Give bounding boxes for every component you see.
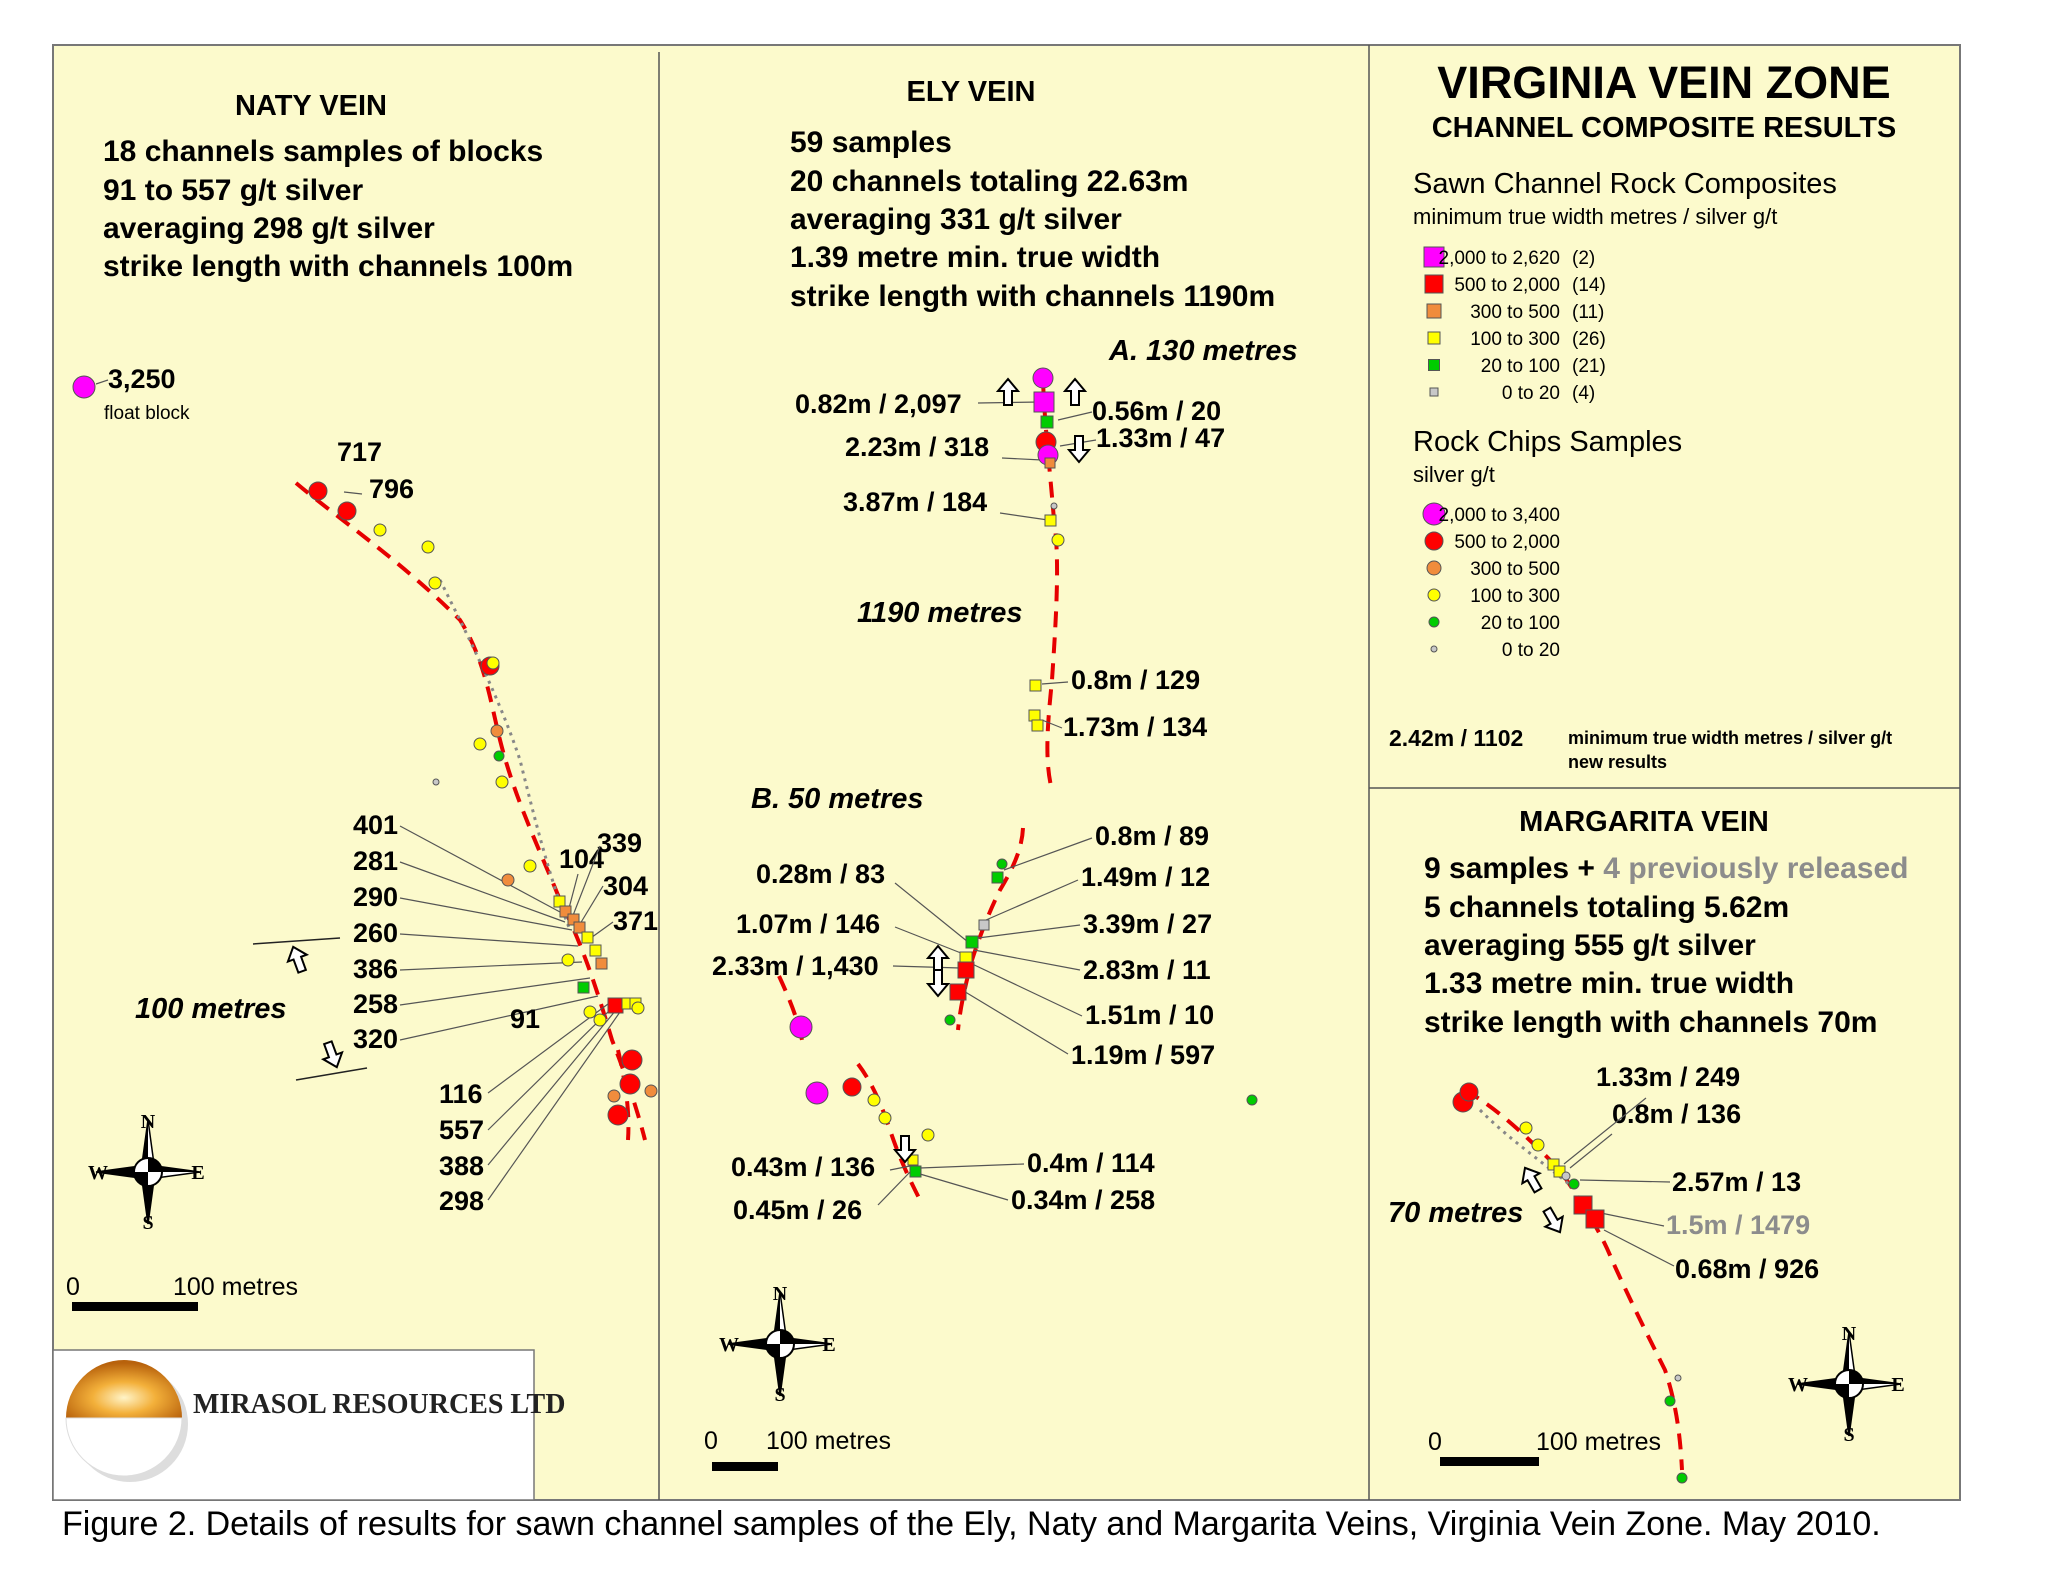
chips-legend-heading: Rock Chips Samples: [1413, 426, 1683, 458]
legend-chip-range: 100 to 300: [1470, 586, 1560, 607]
naty-sample-label: 339: [597, 828, 643, 858]
compass-n: N: [1841, 1323, 1857, 1345]
channel-legend-heading: Sawn Channel Rock Composites: [1413, 168, 1837, 200]
rock-chip-sample: [1460, 1083, 1478, 1101]
legend-channel-swatch: [1427, 304, 1441, 318]
ely-sample-label: 0.43m / 136: [731, 1152, 876, 1182]
margarita-previous-text: 4 previously released: [1603, 852, 1909, 885]
example-result-label: 2.42m / 1102: [1389, 725, 1524, 751]
margarita-summary-line-1: [1424, 852, 1908, 885]
naty-sample-label: 386: [353, 954, 399, 984]
channel-sample: [1032, 720, 1043, 731]
margarita-scale-label: 100 metres: [1536, 1428, 1662, 1456]
float-block-sample: [73, 376, 95, 398]
legend-channel-range: 2,000 to 2,620: [1438, 248, 1560, 269]
rock-chip-sample: [338, 502, 356, 520]
ely-sample-label: 0.4m / 114: [1027, 1148, 1155, 1178]
legend-chip-swatch: [1431, 646, 1437, 652]
rock-chip-sample: [584, 1006, 596, 1018]
channel-sample: [1041, 416, 1053, 428]
naty-sample-label: 388: [439, 1151, 485, 1181]
rock-chip-sample: [1052, 534, 1064, 546]
rock-chip-sample: [1520, 1122, 1532, 1134]
legend-channel-range: 0 to 20: [1501, 383, 1560, 404]
channel-sample: [958, 962, 974, 978]
legend-channel-range: 20 to 100: [1480, 356, 1560, 377]
ely-sample-label: 0.8m / 89: [1095, 821, 1210, 851]
margarita-summary-line: averaging 555 g/t silver: [1424, 929, 1756, 962]
rock-chip-sample: [1562, 1172, 1570, 1180]
company-name: MIRASOL RESOURCES LTD: [193, 1389, 566, 1420]
rock-chip-sample: [879, 1112, 891, 1124]
naty-sample-label: 304: [603, 871, 649, 901]
rock-chip-sample: [562, 954, 574, 966]
legend-channel-range: 300 to 500: [1470, 302, 1560, 323]
rock-chip-sample: [622, 1050, 642, 1070]
rock-chip-sample: [309, 482, 327, 500]
margarita-summary-line: strike length with channels 70m: [1424, 1006, 1878, 1039]
rock-chip-sample: [502, 874, 514, 886]
naty-sample-label: 258: [353, 989, 399, 1019]
channel-sample: [608, 998, 623, 1013]
legend-chip-swatch: [1425, 532, 1443, 550]
legend-chip-range: 20 to 100: [1480, 613, 1560, 634]
rock-chip-sample: [1569, 1179, 1579, 1189]
ely-sample-label: 0.82m / 2,097: [795, 389, 962, 419]
rock-chip-sample: [1051, 503, 1057, 509]
rock-chip-sample: [429, 577, 441, 589]
ely-sample-label: 1.49m / 12: [1081, 862, 1211, 892]
naty-sample-label: 371: [613, 906, 659, 936]
legend-chip-swatch: [1429, 617, 1439, 627]
legend-chip-range: 300 to 500: [1470, 559, 1560, 580]
rock-chip-sample: [608, 1105, 628, 1125]
naty-sample-label: 281: [353, 846, 399, 876]
margarita-sample-label: 2.57m / 13: [1672, 1167, 1802, 1197]
legend-title: VIRGINIA VEIN ZONE: [1437, 57, 1891, 108]
ely-sample-label: 1.19m / 597: [1071, 1040, 1216, 1070]
ely-sample-label: 2.23m / 318: [845, 432, 990, 462]
compass-n: N: [140, 1111, 156, 1133]
naty-sample-label: 290: [353, 882, 399, 912]
legend-channel-count: (26): [1572, 329, 1606, 350]
naty-scale-label: 100 metres: [173, 1273, 299, 1301]
ely-sample-label: 3.87m / 184: [843, 487, 988, 517]
ely-sample-label: 3.39m / 27: [1083, 909, 1213, 939]
channel-sample: [1029, 710, 1040, 721]
legend-channel-count: (14): [1572, 275, 1606, 296]
channel-sample: [992, 872, 1003, 883]
legend-channel-count: (21): [1572, 356, 1606, 377]
channel-sample: [950, 984, 966, 1000]
rock-chip-sample: [645, 1085, 657, 1097]
legend-channel-range: 500 to 2,000: [1454, 275, 1560, 296]
rock-chip-sample: [1247, 1095, 1257, 1105]
compass-n: N: [772, 1283, 788, 1305]
ely-section-a: A. 130 metres: [1109, 335, 1298, 367]
channel-sample: [1586, 1210, 1604, 1228]
rock-chip-sample: [594, 1014, 606, 1026]
channel-sample: [1034, 392, 1054, 412]
naty-sample-label: 116: [439, 1079, 483, 1109]
channel-sample: [596, 958, 607, 969]
rock-chip-sample: [374, 524, 386, 536]
naty-scale-zero: 0: [66, 1273, 80, 1301]
channel-sample: [966, 936, 978, 948]
legend-chip-swatch: [1428, 589, 1440, 601]
rock-chip-sample: [620, 1074, 640, 1094]
naty-sample-label: 104: [559, 844, 605, 874]
rock-chip-sample: [868, 1094, 880, 1106]
channel-sample: [1045, 458, 1055, 468]
ely-sample-label: 2.83m / 11: [1083, 955, 1211, 985]
ely-title: ELY VEIN: [906, 76, 1036, 108]
naty-sample-label: 91: [510, 1004, 541, 1034]
naty-summary-line: 18 channels samples of blocks: [103, 135, 544, 168]
naty-summary-line: strike length with channels 100m: [103, 250, 574, 283]
ely-sample-label: 1.33m / 47: [1096, 423, 1226, 453]
ely-scale-label: 100 metres: [766, 1427, 892, 1455]
rock-chip-sample: [843, 1078, 861, 1096]
margarita-sample-label: 1.33m / 249: [1596, 1062, 1741, 1092]
legend-channel-count: (11): [1572, 302, 1605, 323]
margarita-title: MARGARITA VEIN: [1519, 806, 1769, 838]
naty-sample-label: 298: [439, 1186, 485, 1216]
rock-chip-sample: [806, 1082, 828, 1104]
ely-sample-label: 0.34m / 258: [1011, 1185, 1156, 1215]
naty-sample-label: 260: [353, 918, 399, 948]
rock-chip-sample: [491, 725, 503, 737]
ely-sample-label: 0.56m / 20: [1092, 396, 1222, 426]
channel-sample: [1045, 515, 1056, 526]
compass-e: E: [822, 1334, 836, 1356]
rock-chip-sample: [790, 1016, 812, 1038]
channel-sample: [578, 982, 589, 993]
margarita-scale-zero: 0: [1428, 1428, 1442, 1456]
margarita-sample-label-previous: 1.5m / 1479: [1666, 1210, 1811, 1240]
margarita-samples-text: 9 samples +: [1424, 852, 1604, 885]
naty-distance-label: 100 metres: [135, 993, 287, 1025]
figure-caption: Figure 2. Details of results for sawn channel samples of the Ely, Naty and Margarita Veins, Virginia Vein Zone. May 2010.: [62, 1505, 1881, 1543]
chips-legend-subheading: silver g/t: [1413, 462, 1495, 487]
rock-chip-sample: [632, 1002, 644, 1014]
rock-chip-sample: [1675, 1375, 1681, 1381]
channel-sample: [979, 920, 989, 930]
rock-chip-sample: [1532, 1139, 1544, 1151]
ely-summary-line: 59 samples: [790, 126, 952, 159]
ely-section-b: B. 50 metres: [751, 783, 924, 815]
legend-chip-range: 500 to 2,000: [1454, 532, 1560, 553]
rock-chip-sample: [997, 859, 1007, 869]
rock-chip-sample: [433, 779, 439, 785]
naty-scale-bar: [72, 1302, 198, 1311]
naty-sample-label: 557: [439, 1115, 485, 1145]
ely-sample-label: 0.28m / 83: [756, 859, 886, 889]
rock-chip-sample: [422, 541, 434, 553]
ely-sample-label: 1.07m / 146: [736, 909, 881, 939]
compass-s: S: [142, 1212, 154, 1234]
ely-sample-label: 1.73m / 134: [1063, 712, 1208, 742]
example-result-new: new results: [1568, 752, 1668, 772]
margarita-scale-bar: [1440, 1457, 1539, 1466]
compass-e: E: [191, 1162, 205, 1184]
compass-w: W: [719, 1334, 739, 1356]
legend-channel-swatch: [1429, 360, 1440, 371]
ely-scale-zero: 0: [704, 1427, 718, 1455]
margarita-summary-line: 5 channels totaling 5.62m: [1424, 891, 1790, 924]
ely-summary-line: strike length with channels 1190m: [790, 280, 1276, 313]
legend-chip-range: 0 to 20: [1501, 640, 1560, 661]
rock-chip-sample: [474, 738, 486, 750]
ely-sample-label: 1.51m / 10: [1085, 1000, 1215, 1030]
rock-chip-sample: [945, 1015, 955, 1025]
margarita-distance-label: 70 metres: [1388, 1197, 1524, 1229]
legend-channel-count: (4): [1572, 383, 1596, 404]
ely-distance-label: 1190 metres: [857, 597, 1023, 629]
compass-e: E: [1891, 1374, 1905, 1396]
channel-sample: [590, 945, 601, 956]
example-result-desc: minimum true width metres / silver g/t: [1568, 728, 1893, 748]
ely-scale-bar: [712, 1462, 778, 1471]
rock-chip-sample: [524, 860, 536, 872]
legend-channel-swatch: [1430, 388, 1438, 396]
rock-chip-sample: [1033, 368, 1053, 388]
legend-channel-range: 100 to 300: [1470, 329, 1560, 350]
ely-summary-line: averaging 331 g/t silver: [790, 203, 1122, 236]
margarita-sample-label: 0.8m / 136: [1612, 1099, 1742, 1129]
naty-sample-label: 717: [337, 437, 383, 467]
float-block-label: float block: [104, 403, 190, 424]
rock-chip-sample: [608, 1090, 620, 1102]
rock-chip-sample: [922, 1129, 934, 1141]
channel-sample: [910, 1166, 921, 1177]
channel-sample: [554, 896, 565, 907]
ely-summary-line: 20 channels totaling 22.63m: [790, 165, 1189, 198]
ely-sample-label: 0.8m / 129: [1071, 665, 1201, 695]
naty-summary-line: averaging 298 g/t silver: [103, 212, 435, 245]
naty-summary-line: 91 to 557 g/t silver: [103, 174, 364, 207]
float-block-value: 3,250: [108, 364, 176, 394]
naty-title: NATY VEIN: [234, 90, 388, 122]
compass-s: S: [774, 1384, 786, 1406]
naty-sample-label: 320: [353, 1024, 399, 1054]
rock-chip-sample: [494, 751, 504, 761]
legend-channel-swatch: [1428, 332, 1440, 344]
margarita-sample-label: 0.68m / 926: [1675, 1254, 1820, 1284]
compass-w: W: [1788, 1374, 1808, 1396]
naty-sample-label: 796: [369, 474, 415, 504]
channel-sample: [1030, 680, 1041, 691]
rock-chip-sample: [1677, 1473, 1687, 1483]
ely-summary-line: 1.39 metre min. true width: [790, 241, 1161, 274]
rock-chip-sample: [487, 657, 499, 669]
channel-sample: [574, 922, 585, 933]
compass-w: W: [88, 1162, 108, 1184]
legend-channel-count: (2): [1572, 248, 1596, 269]
channel-legend-subheading: minimum true width metres / silver g/t: [1413, 204, 1778, 229]
rock-chip-sample: [496, 776, 508, 788]
legend-chip-range: 2,000 to 3,400: [1438, 505, 1560, 526]
ely-sample-label: 2.33m / 1,430: [712, 951, 879, 981]
channel-sample: [582, 932, 593, 943]
legend-chip-swatch: [1427, 561, 1441, 575]
rock-chip-sample: [1665, 1396, 1675, 1406]
legend-channel-swatch: [1425, 275, 1443, 293]
legend-subtitle: CHANNEL COMPOSITE RESULTS: [1431, 112, 1897, 144]
margarita-summary-line: 1.33 metre min. true width: [1424, 967, 1795, 1000]
compass-s: S: [1843, 1424, 1855, 1446]
ely-sample-label: 0.45m / 26: [733, 1195, 863, 1225]
naty-sample-label: 401: [353, 810, 399, 840]
